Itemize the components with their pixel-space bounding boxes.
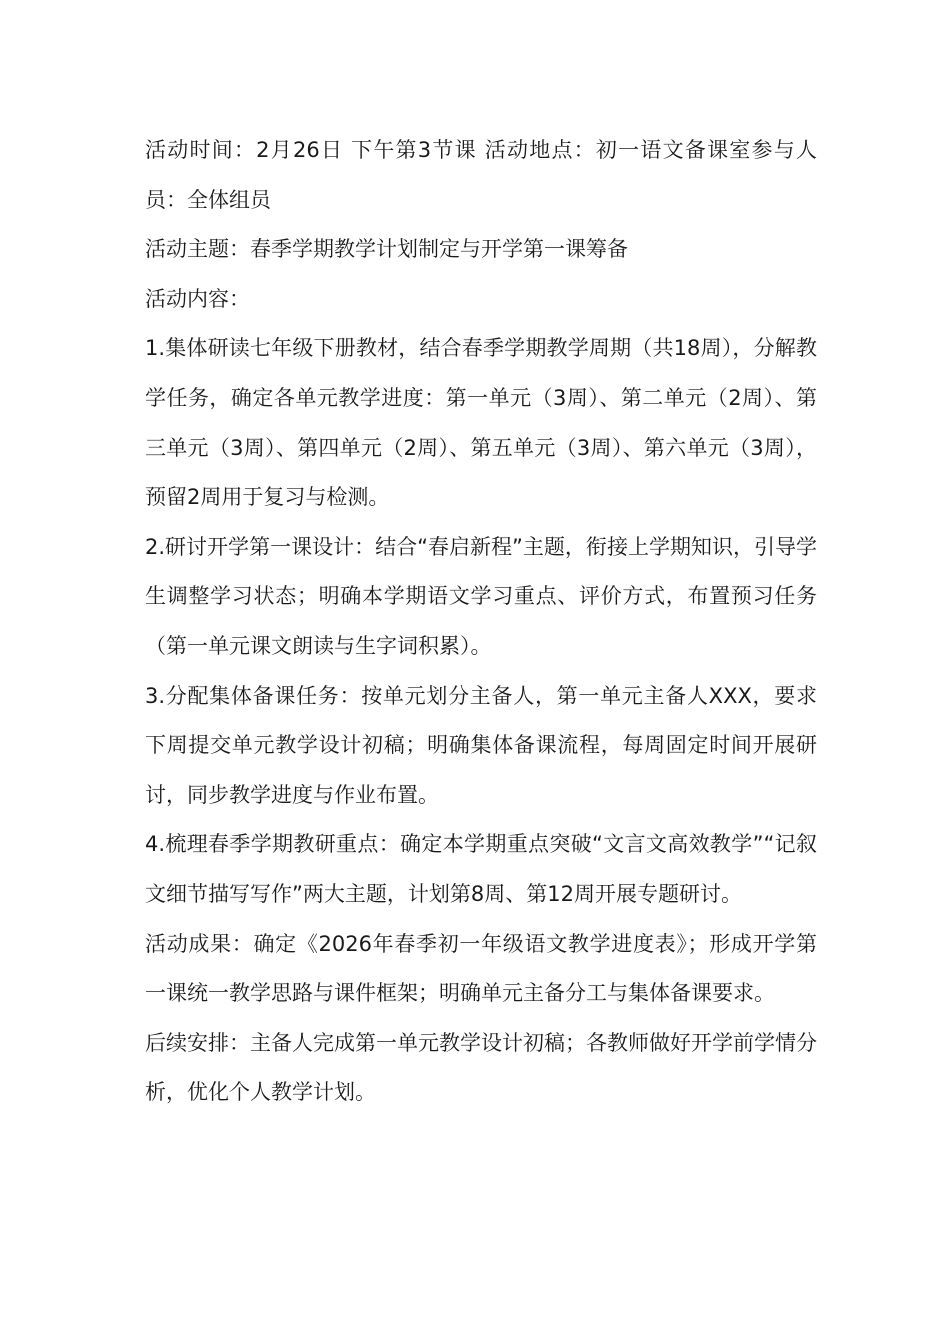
follow-up-arrangements: 后续安排：主备人完成第一单元教学设计初稿；各教师做好开学前学情分析，优化个人教学计划。 — [145, 1030, 817, 1105]
document-body — [145, 126, 817, 1118]
content-item-1: 1.集体研读七年级下册教材，结合春季学期教学周期（共18周），分解教学任务，确定各单元教学进度：第一单元（3周）、第二单元（2周）、第三单元（3周）、第四单元（2周）、第五单元（3周）、第六单元（3周），预留2周用于复习与检测。 — [145, 336, 817, 510]
activity-time-and-place: 活动时间：2月26日 下午第3节课 活动地点：初一语文备课室参与人员：全体组员 — [145, 138, 817, 212]
content-item-4: 4.梳理春季学期教研重点：确定本学期重点突破“文言文高效教学”“记叙文细节描写写作”两大主题，计划第8周、第12周开展专题研讨。 — [145, 832, 817, 906]
activity-results: 活动成果：确定《2026年春季初一年级语文教学进度表》；形成开学第一课统一教学思路与课件框架；明确单元主备分工与集体备课要求。 — [145, 931, 817, 1006]
content-item-2: 2.研讨开学第一课设计：结合“春启新程”主题，衔接上学期知识，引导学生调整学习状态；明确本学期语文学习重点、评价方式，布置预习任务（第一单元课文朗读与生字词积累）。 — [145, 534, 817, 658]
activity-theme: 活动主题：春季学期教学计划制定与开学第一课筹备 — [145, 237, 628, 262]
content-item-3: 3.分配集体备课任务：按单元划分主备人，第一单元主备人XXX，要求下周提交单元教学设计初稿；明确集体备课流程，每周固定时间开展研讨，同步教学进度与作业布置。 — [145, 683, 817, 807]
activity-content-heading: 活动内容： — [145, 286, 250, 311]
